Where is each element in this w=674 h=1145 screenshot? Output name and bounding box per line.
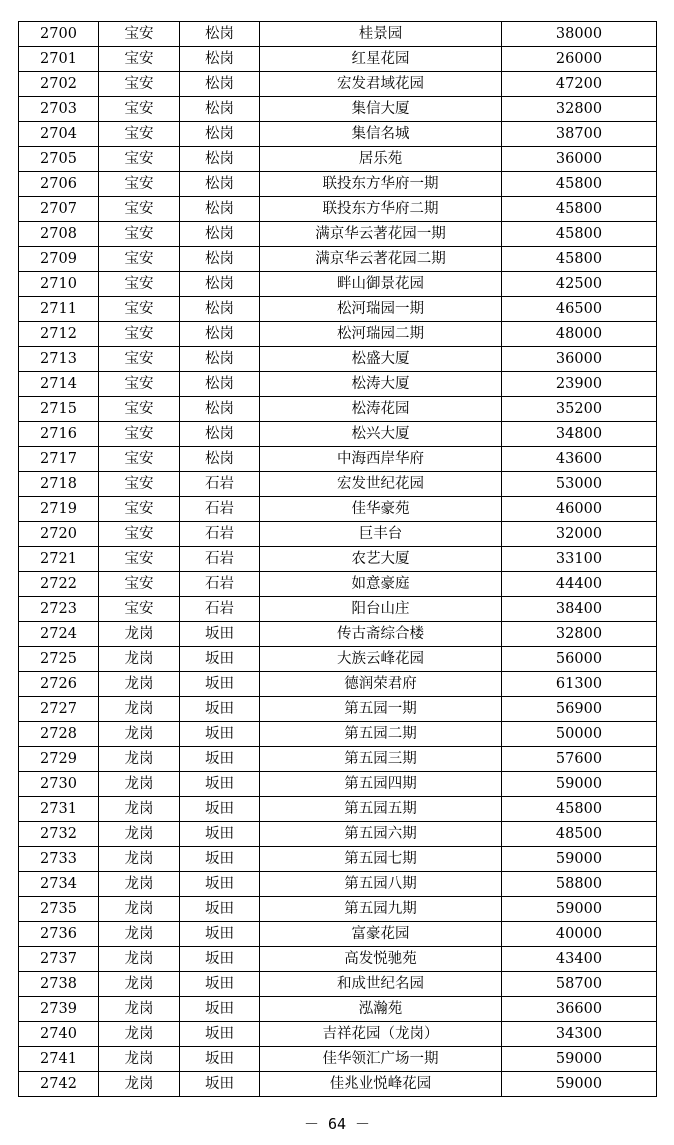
subdistrict-cell: 松岗: [180, 422, 260, 447]
row-id-cell: 2711: [19, 297, 99, 322]
table-row: [19, 297, 657, 322]
district-cell: 龙岗: [99, 772, 180, 797]
subdistrict-cell: 松岗: [180, 372, 260, 397]
subdistrict-cell: 坂田: [180, 622, 260, 647]
subdistrict-cell: 坂田: [180, 1072, 260, 1097]
table-row: [19, 872, 657, 897]
estate-name-cell: 畔山御景花园: [260, 272, 502, 297]
table-row: [19, 697, 657, 722]
estate-name-cell: 阳台山庄: [260, 597, 502, 622]
estate-name-cell: 第五园六期: [260, 822, 502, 847]
estate-name-cell: 松涛花园: [260, 397, 502, 422]
estate-name-cell: 和成世纪名园: [260, 972, 502, 997]
price-cell: 45800: [502, 222, 657, 247]
table-row: [19, 547, 657, 572]
price-cell: 32800: [502, 97, 657, 122]
table-row: [19, 572, 657, 597]
table-row: [19, 947, 657, 972]
price-cell: 59000: [502, 1047, 657, 1072]
table-row: [19, 522, 657, 547]
price-cell: 45800: [502, 797, 657, 822]
subdistrict-cell: 坂田: [180, 847, 260, 872]
price-table: [18, 21, 657, 1097]
estate-name-cell: 佳兆业悦峰花园: [260, 1072, 502, 1097]
price-cell: 56900: [502, 697, 657, 722]
district-cell: 宝安: [99, 347, 180, 372]
district-cell: 龙岗: [99, 1047, 180, 1072]
district-cell: 龙岗: [99, 847, 180, 872]
estate-name-cell: 第五园九期: [260, 897, 502, 922]
district-cell: 龙岗: [99, 672, 180, 697]
row-id-cell: 2732: [19, 822, 99, 847]
estate-name-cell: 宏发君域花园: [260, 72, 502, 97]
table-row: [19, 272, 657, 297]
table-row: [19, 247, 657, 272]
subdistrict-cell: 坂田: [180, 972, 260, 997]
table-row: [19, 147, 657, 172]
subdistrict-cell: 石岩: [180, 572, 260, 597]
table-row: [19, 897, 657, 922]
table-row: [19, 722, 657, 747]
district-cell: 龙岗: [99, 797, 180, 822]
price-cell: 46500: [502, 297, 657, 322]
estate-name-cell: 联投东方华府一期: [260, 172, 502, 197]
row-id-cell: 2722: [19, 572, 99, 597]
subdistrict-cell: 松岗: [180, 122, 260, 147]
subdistrict-cell: 松岗: [180, 72, 260, 97]
price-cell: 45800: [502, 172, 657, 197]
row-id-cell: 2707: [19, 197, 99, 222]
table-row: [19, 222, 657, 247]
estate-name-cell: 第五园三期: [260, 747, 502, 772]
table-row: [19, 122, 657, 147]
price-cell: 56000: [502, 647, 657, 672]
estate-name-cell: 农艺大厦: [260, 547, 502, 572]
district-cell: 龙岗: [99, 722, 180, 747]
estate-name-cell: 满京华云著花园二期: [260, 247, 502, 272]
price-cell: 38000: [502, 22, 657, 47]
row-id-cell: 2742: [19, 1072, 99, 1097]
district-cell: 宝安: [99, 397, 180, 422]
price-cell: 50000: [502, 722, 657, 747]
table-row: [19, 622, 657, 647]
price-cell: 44400: [502, 572, 657, 597]
subdistrict-cell: 坂田: [180, 672, 260, 697]
row-id-cell: 2731: [19, 797, 99, 822]
estate-name-cell: 第五园八期: [260, 872, 502, 897]
row-id-cell: 2705: [19, 147, 99, 172]
subdistrict-cell: 石岩: [180, 497, 260, 522]
district-cell: 宝安: [99, 222, 180, 247]
estate-name-cell: 联投东方华府二期: [260, 197, 502, 222]
row-id-cell: 2739: [19, 997, 99, 1022]
row-id-cell: 2716: [19, 422, 99, 447]
table-row: [19, 72, 657, 97]
price-cell: 34300: [502, 1022, 657, 1047]
table-row: [19, 597, 657, 622]
subdistrict-cell: 坂田: [180, 1047, 260, 1072]
district-cell: 宝安: [99, 297, 180, 322]
table-row: [19, 922, 657, 947]
district-cell: 龙岗: [99, 872, 180, 897]
table-row: [19, 1072, 657, 1097]
price-cell: 59000: [502, 897, 657, 922]
table-row: [19, 197, 657, 222]
district-cell: 宝安: [99, 572, 180, 597]
estate-name-cell: 第五园七期: [260, 847, 502, 872]
table-row: [19, 672, 657, 697]
price-cell: 26000: [502, 47, 657, 72]
row-id-cell: 2703: [19, 97, 99, 122]
price-cell: 57600: [502, 747, 657, 772]
subdistrict-cell: 坂田: [180, 697, 260, 722]
row-id-cell: 2706: [19, 172, 99, 197]
table-row: [19, 172, 657, 197]
subdistrict-cell: 坂田: [180, 747, 260, 772]
district-cell: 宝安: [99, 522, 180, 547]
price-cell: 45800: [502, 197, 657, 222]
page-number: － 64 －: [303, 1115, 371, 1133]
table-row: [19, 97, 657, 122]
district-cell: 龙岗: [99, 997, 180, 1022]
row-id-cell: 2735: [19, 897, 99, 922]
row-id-cell: 2737: [19, 947, 99, 972]
row-id-cell: 2741: [19, 1047, 99, 1072]
estate-name-cell: 泓瀚苑: [260, 997, 502, 1022]
row-id-cell: 2701: [19, 47, 99, 72]
row-id-cell: 2725: [19, 647, 99, 672]
row-id-cell: 2728: [19, 722, 99, 747]
price-cell: 40000: [502, 922, 657, 947]
district-cell: 宝安: [99, 422, 180, 447]
district-cell: 宝安: [99, 172, 180, 197]
row-id-cell: 2718: [19, 472, 99, 497]
table-row: [19, 422, 657, 447]
table-row: [19, 647, 657, 672]
subdistrict-cell: 松岗: [180, 247, 260, 272]
price-cell: 46000: [502, 497, 657, 522]
district-cell: 龙岗: [99, 822, 180, 847]
estate-name-cell: 宏发世纪花园: [260, 472, 502, 497]
price-cell: 47200: [502, 72, 657, 97]
row-id-cell: 2717: [19, 447, 99, 472]
row-id-cell: 2726: [19, 672, 99, 697]
subdistrict-cell: 石岩: [180, 547, 260, 572]
price-cell: 23900: [502, 372, 657, 397]
subdistrict-cell: 坂田: [180, 997, 260, 1022]
estate-name-cell: 第五园五期: [260, 797, 502, 822]
price-cell: 59000: [502, 847, 657, 872]
subdistrict-cell: 石岩: [180, 522, 260, 547]
district-cell: 龙岗: [99, 1072, 180, 1097]
district-cell: 宝安: [99, 147, 180, 172]
row-id-cell: 2740: [19, 1022, 99, 1047]
row-id-cell: 2720: [19, 522, 99, 547]
table-row: [19, 972, 657, 997]
price-cell: 45800: [502, 247, 657, 272]
estate-name-cell: 如意豪庭: [260, 572, 502, 597]
row-id-cell: 2702: [19, 72, 99, 97]
estate-name-cell: 桂景园: [260, 22, 502, 47]
price-cell: 38400: [502, 597, 657, 622]
row-id-cell: 2719: [19, 497, 99, 522]
row-id-cell: 2738: [19, 972, 99, 997]
estate-name-cell: 松河瑞园一期: [260, 297, 502, 322]
estate-name-cell: 松盛大厦: [260, 347, 502, 372]
price-cell: 48500: [502, 822, 657, 847]
estate-name-cell: 第五园四期: [260, 772, 502, 797]
estate-name-cell: 高发悦驰苑: [260, 947, 502, 972]
subdistrict-cell: 坂田: [180, 722, 260, 747]
district-cell: 宝安: [99, 122, 180, 147]
estate-name-cell: 德润荣君府: [260, 672, 502, 697]
estate-name-cell: 大族云峰花园: [260, 647, 502, 672]
estate-name-cell: 红星花园: [260, 47, 502, 72]
row-id-cell: 2724: [19, 622, 99, 647]
district-cell: 宝安: [99, 72, 180, 97]
table-row: [19, 47, 657, 72]
table-row: [19, 772, 657, 797]
estate-name-cell: 集信大厦: [260, 97, 502, 122]
estate-name-cell: 第五园一期: [260, 697, 502, 722]
row-id-cell: 2712: [19, 322, 99, 347]
price-table-body: [19, 22, 657, 1097]
price-cell: 58700: [502, 972, 657, 997]
district-cell: 龙岗: [99, 747, 180, 772]
district-cell: 宝安: [99, 197, 180, 222]
row-id-cell: 2723: [19, 597, 99, 622]
table-row: [19, 447, 657, 472]
subdistrict-cell: 坂田: [180, 897, 260, 922]
district-cell: 龙岗: [99, 622, 180, 647]
estate-name-cell: 吉祥花园（龙岗）: [260, 1022, 502, 1047]
row-id-cell: 2729: [19, 747, 99, 772]
district-cell: 宝安: [99, 97, 180, 122]
price-cell: 53000: [502, 472, 657, 497]
row-id-cell: 2734: [19, 872, 99, 897]
estate-name-cell: 富豪花园: [260, 922, 502, 947]
table-row: [19, 472, 657, 497]
row-id-cell: 2733: [19, 847, 99, 872]
district-cell: 宝安: [99, 597, 180, 622]
table-row: [19, 22, 657, 47]
table-row: [19, 397, 657, 422]
price-cell: 32000: [502, 522, 657, 547]
estate-name-cell: 第五园二期: [260, 722, 502, 747]
estate-name-cell: 中海西岸华府: [260, 447, 502, 472]
price-cell: 61300: [502, 672, 657, 697]
price-cell: 32800: [502, 622, 657, 647]
estate-name-cell: 松涛大厦: [260, 372, 502, 397]
district-cell: 宝安: [99, 497, 180, 522]
price-cell: 36600: [502, 997, 657, 1022]
table-row: [19, 497, 657, 522]
district-cell: 龙岗: [99, 897, 180, 922]
price-cell: 48000: [502, 322, 657, 347]
estate-name-cell: 满京华云著花园一期: [260, 222, 502, 247]
price-cell: 59000: [502, 1072, 657, 1097]
row-id-cell: 2730: [19, 772, 99, 797]
district-cell: 宝安: [99, 547, 180, 572]
district-cell: 龙岗: [99, 947, 180, 972]
subdistrict-cell: 松岗: [180, 22, 260, 47]
subdistrict-cell: 石岩: [180, 597, 260, 622]
estate-name-cell: 佳华豪苑: [260, 497, 502, 522]
district-cell: 龙岗: [99, 647, 180, 672]
row-id-cell: 2708: [19, 222, 99, 247]
estate-name-cell: 松河瑞园二期: [260, 322, 502, 347]
subdistrict-cell: 松岗: [180, 97, 260, 122]
subdistrict-cell: 松岗: [180, 47, 260, 72]
price-cell: 34800: [502, 422, 657, 447]
table-row: [19, 1022, 657, 1047]
district-cell: 龙岗: [99, 972, 180, 997]
subdistrict-cell: 坂田: [180, 647, 260, 672]
subdistrict-cell: 石岩: [180, 472, 260, 497]
subdistrict-cell: 坂田: [180, 922, 260, 947]
row-id-cell: 2709: [19, 247, 99, 272]
subdistrict-cell: 坂田: [180, 822, 260, 847]
table-row: [19, 372, 657, 397]
subdistrict-cell: 坂田: [180, 947, 260, 972]
district-cell: 宝安: [99, 472, 180, 497]
row-id-cell: 2700: [19, 22, 99, 47]
price-cell: 43400: [502, 947, 657, 972]
row-id-cell: 2713: [19, 347, 99, 372]
estate-name-cell: 居乐苑: [260, 147, 502, 172]
row-id-cell: 2714: [19, 372, 99, 397]
price-cell: 38700: [502, 122, 657, 147]
subdistrict-cell: 松岗: [180, 347, 260, 372]
district-cell: 宝安: [99, 22, 180, 47]
table-row: [19, 347, 657, 372]
price-cell: 59000: [502, 772, 657, 797]
subdistrict-cell: 坂田: [180, 872, 260, 897]
price-cell: 36000: [502, 347, 657, 372]
row-id-cell: 2721: [19, 547, 99, 572]
district-cell: 宝安: [99, 272, 180, 297]
subdistrict-cell: 松岗: [180, 147, 260, 172]
subdistrict-cell: 坂田: [180, 772, 260, 797]
subdistrict-cell: 坂田: [180, 797, 260, 822]
row-id-cell: 2727: [19, 697, 99, 722]
row-id-cell: 2736: [19, 922, 99, 947]
price-cell: 33100: [502, 547, 657, 572]
subdistrict-cell: 松岗: [180, 447, 260, 472]
district-cell: 宝安: [99, 322, 180, 347]
price-cell: 36000: [502, 147, 657, 172]
subdistrict-cell: 松岗: [180, 197, 260, 222]
row-id-cell: 2715: [19, 397, 99, 422]
table-row: [19, 997, 657, 1022]
subdistrict-cell: 松岗: [180, 222, 260, 247]
row-id-cell: 2710: [19, 272, 99, 297]
district-cell: 宝安: [99, 247, 180, 272]
row-id-cell: 2704: [19, 122, 99, 147]
subdistrict-cell: 坂田: [180, 1022, 260, 1047]
price-cell: 43600: [502, 447, 657, 472]
table-row: [19, 747, 657, 772]
district-cell: 龙岗: [99, 1022, 180, 1047]
table-row: [19, 822, 657, 847]
subdistrict-cell: 松岗: [180, 297, 260, 322]
estate-name-cell: 巨丰台: [260, 522, 502, 547]
estate-name-cell: 传古斋综合楼: [260, 622, 502, 647]
estate-name-cell: 佳华领汇广场一期: [260, 1047, 502, 1072]
table-row: [19, 322, 657, 347]
district-cell: 宝安: [99, 372, 180, 397]
estate-name-cell: 松兴大厦: [260, 422, 502, 447]
subdistrict-cell: 松岗: [180, 272, 260, 297]
district-cell: 龙岗: [99, 922, 180, 947]
table-row: [19, 797, 657, 822]
table-row: [19, 1047, 657, 1072]
estate-name-cell: 集信名城: [260, 122, 502, 147]
subdistrict-cell: 松岗: [180, 322, 260, 347]
subdistrict-cell: 松岗: [180, 172, 260, 197]
price-cell: 35200: [502, 397, 657, 422]
price-cell: 42500: [502, 272, 657, 297]
district-cell: 宝安: [99, 47, 180, 72]
district-cell: 宝安: [99, 447, 180, 472]
price-cell: 58800: [502, 872, 657, 897]
subdistrict-cell: 松岗: [180, 397, 260, 422]
table-row: [19, 847, 657, 872]
district-cell: 龙岗: [99, 697, 180, 722]
